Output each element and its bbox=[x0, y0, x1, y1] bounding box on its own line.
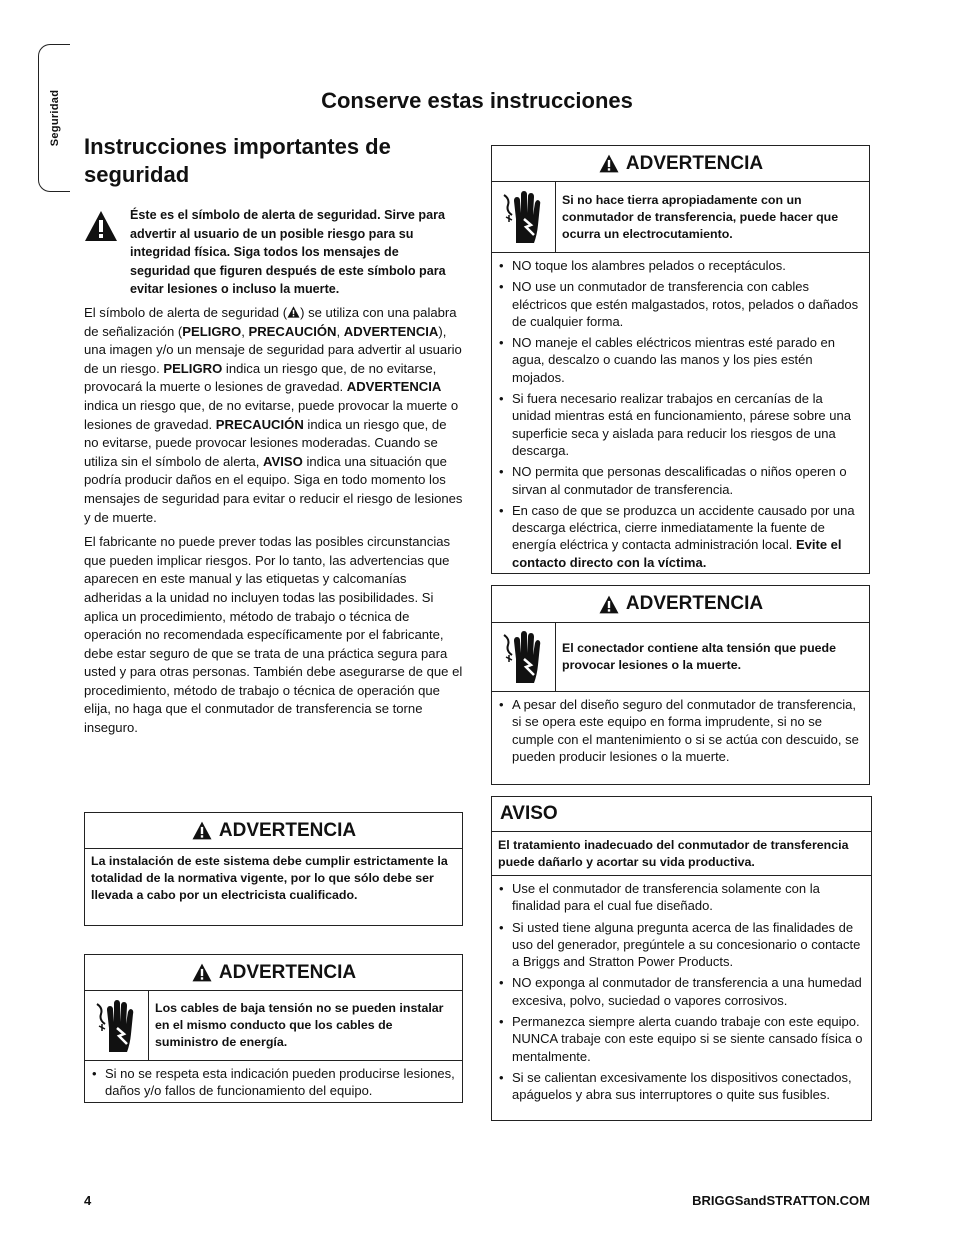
page-title: Conserve estas instrucciones bbox=[321, 88, 633, 113]
list-item: • NO maneje el cables eléctricos mientras esté parado en agua, descalzo o cuando las manos y los pies estén mojados. bbox=[498, 334, 863, 386]
notice-box bbox=[491, 796, 872, 1121]
warning-text: Los cables de baja tensión no se pueden instalar en el mismo conducto que los cables de suministro de energía. bbox=[155, 1001, 444, 1049]
list-item: • Si usted tiene alguna pregunta acerca de las finalidades de uso del generador, pregúntele a su concesionario o contacte a Briggs and Stratton Power Products. bbox=[498, 919, 865, 971]
notice-header: AVISO bbox=[492, 797, 871, 832]
list-item: • A pesar del diseño seguro del conmutador de transferencia, si se opera este equipo en forma imprudente, si no se cumple con el mantenimiento o si se actúa con descuido, se pueden producir lesiones o la muerte. bbox=[498, 696, 863, 765]
safety-symbol-intro bbox=[84, 206, 462, 299]
warning-box-installation bbox=[84, 812, 463, 926]
page-number: 4 bbox=[84, 1193, 92, 1208]
alert-triangle-icon bbox=[191, 821, 213, 840]
list-item: • Si no se respeta esta indicación pueden producirse lesiones, daños y/o fallos de funcionamiento del equipo. bbox=[91, 1065, 456, 1100]
notice-list bbox=[492, 876, 871, 1110]
warning-text: La instalación de este sistema debe cumplir estrictamente la totalidad de la normativa vigente, por lo que sólo debe ser llevada a cabo por un electricista cualificado. bbox=[91, 854, 448, 902]
symbol-intro-text: Éste es el símbolo de alerta de seguridad. Sirve para advertir al usuario de un posible riesgo para su integridad física. Siga todos los mensajes de seguridad que figuren después de este símbolo para evitar lesiones o incluso la muerte. bbox=[130, 208, 446, 296]
paragraph-manufacturer: El fabricante no puede prever todas las posibles circunstancias que pueden implicar riesgos. Por lo tanto, las advertencias que aparecen en este manual y las etiquetas y calcomanías adheridas a la unidad no incluyen todas las posibilidades. Si aplica un procedimiento, método de trabajo o técnica de operación no recomendada específicamente por el fabricante, debe estar seguro de que se trata de una práctica segura para usted y para otras personas. También debe asegurarse de que el procedimiento, método de trabajo o técnica de operación que elija, no haga que el conmutador de transferencia se torne inseguro. bbox=[84, 534, 463, 736]
list-item: • Permanezca siempre alerta cuando trabaje con este equipo. NUNCA trabaje con este equipo si se siente cansado física o mentalmente. bbox=[498, 1013, 865, 1065]
alert-triangle-icon bbox=[598, 154, 620, 173]
side-tab bbox=[38, 44, 70, 192]
warning-header: ADVERTENCIA bbox=[85, 955, 462, 991]
list-item: • NO use un conmutador de transferencia con cables eléctricos que estén malgastados, rotos, pelados o dañados de cualquier forma. bbox=[498, 278, 863, 330]
warning-list bbox=[492, 692, 869, 771]
list-item: • Si se calientan excesivamente los dispositivos conectados, apáguelos y abra sus interruptores o quite sus fusibles. bbox=[498, 1069, 865, 1104]
paragraph-signal-words: El símbolo de alerta de seguridad ( ) se utiliza con una palabra de señalización (PELIGRO, PRECAUCIÓN, ADVERTENCIA), una imagen y/o un mensaje de seguridad para advertir al usuario de un riesgo. PELIGRO indica un riesgo que, de no evitarse, provocará la muerte o lesiones de gravedad. ADVERTENCIA indica un riesgo que, de no evitarse, puede provocar la muerte o lesiones de gravedad. PRECAUCIÓN indica un riesgo que, de no evitarse, puede provocar lesiones moderadas. Cuando se utiliza sin el símbolo de alerta, AVISO indica una situación que podría producir daños en el equipo. Siga en todo momento los mensajes de seguridad para evitar o reducir el riesgo de lesiones y de muerte. bbox=[84, 305, 463, 525]
side-tab-label: Seguridad bbox=[48, 89, 61, 147]
warning-box-high-voltage bbox=[491, 585, 870, 785]
list-item: • NO exponga al conmutador de transferencia a una humedad excesiva, polvo, suciedad o vapores corrosivos. bbox=[498, 974, 865, 1009]
warning-list bbox=[85, 1061, 462, 1106]
list-item: • Si fuera necesario realizar trabajos en cercanías de la unidad mientras está en funcionamiento, párese sobre una superficie seca y aislada para reducir los riesgos de una descarga. bbox=[498, 390, 863, 459]
warning-header: ADVERTENCIA bbox=[492, 146, 869, 182]
warning-text: El conectador contiene alta tensión que puede provocar lesiones o la muerte. bbox=[562, 641, 837, 672]
list-item: • En caso de que se produzca un accidente causado por una descarga eléctrica, cierre inmediatamente la fuente de energía eléctrica y contacta administración local. Evite el contacto directo con la víctima. bbox=[498, 502, 863, 571]
warning-list bbox=[492, 253, 869, 577]
footer-url: BRIGGSandSTRATTON.COM bbox=[692, 1193, 870, 1208]
alert-triangle-icon bbox=[598, 595, 620, 614]
warning-text: Si no hace tierra apropiadamente con un conmutador de transferencia, puede hacer que ocurra un electrocutamiento. bbox=[562, 192, 839, 241]
alert-triangle-icon bbox=[84, 210, 118, 242]
warning-header: ADVERTENCIA bbox=[492, 586, 869, 623]
warning-box-low-voltage bbox=[84, 954, 463, 1103]
electric-shock-hand-icon bbox=[85, 991, 149, 1060]
alert-triangle-icon bbox=[287, 306, 300, 318]
list-item: • NO permita que personas descalificadas o niños operen o sirvan al conmutador de transferencia. bbox=[498, 463, 863, 498]
warning-box-grounding bbox=[491, 145, 870, 574]
electric-shock-hand-icon bbox=[492, 623, 556, 691]
list-item: • Use el conmutador de transferencia solamente con la finalidad para el cual fue diseñado. bbox=[498, 880, 865, 915]
section-title: Instrucciones importantes de seguridad bbox=[84, 134, 391, 187]
body-text bbox=[84, 304, 464, 744]
alert-triangle-icon bbox=[191, 963, 213, 982]
list-item: • NO toque los alambres pelados o receptáculos. bbox=[498, 257, 863, 274]
warning-header: ADVERTENCIA bbox=[85, 813, 462, 849]
notice-text: El tratamiento inadecuado del conmutador de transferencia puede dañarlo y acortar su vida productiva. bbox=[492, 832, 871, 876]
electric-shock-hand-icon bbox=[492, 182, 556, 252]
